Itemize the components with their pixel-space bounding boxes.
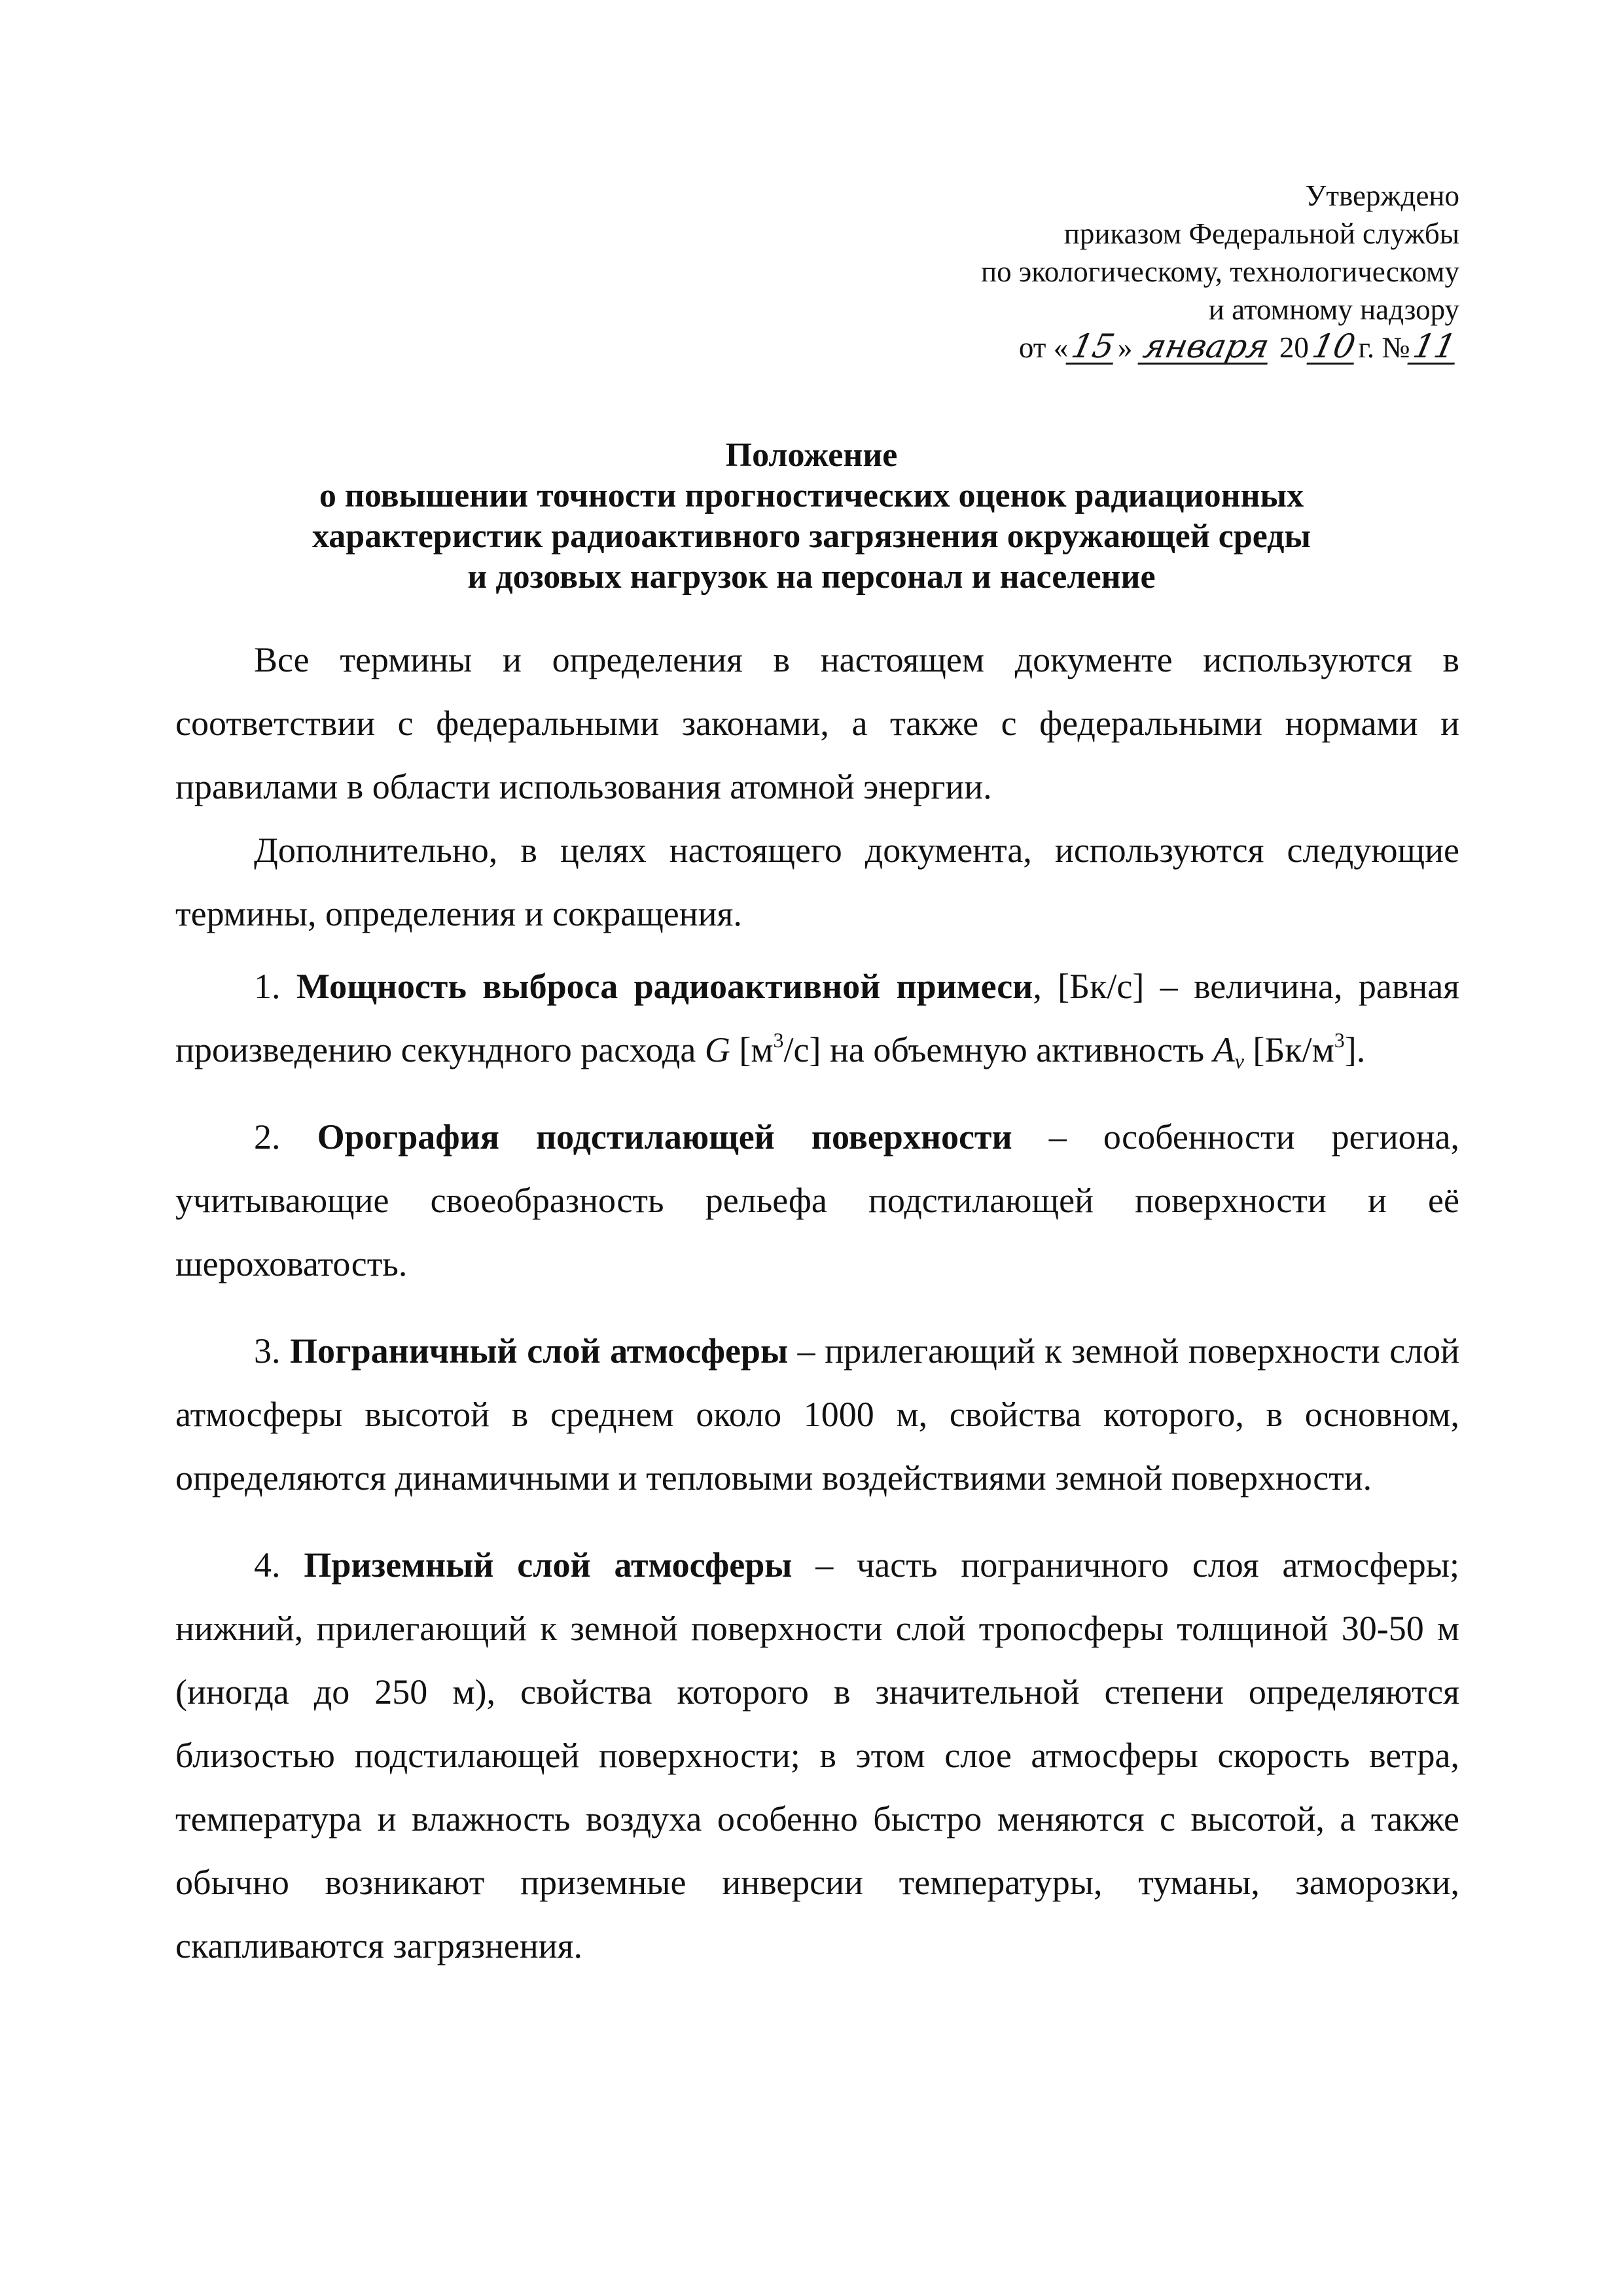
approval-line-4: и атомному надзору: [1208, 293, 1459, 326]
term-item-4: [175, 1534, 1459, 1978]
term-text: – часть пограничного слоя атмосферы; нижний, прилегающий к земной поверхности слой тропосферы толщиной 30-50 м (иногда до 250 м), свойства которого в значительной степени определяются близостью подстилающей поверхности; в этом слое атмосферы скорость ветра, температура и влажность воздуха особенно быстро меняются с высотой, а также обычно возникают приземные инверсии температуры, туманы, заморозки, скапливаются загрязнения.: [175, 1545, 1459, 1965]
approval-line-1: Утверждено: [1305, 179, 1459, 212]
term-item-1: [175, 955, 1459, 1082]
superscript-2: 3: [1334, 1028, 1345, 1052]
term-text-end: ].: [1344, 1030, 1366, 1069]
title-line-4: и дозовых нагрузок на персонал и население: [467, 558, 1156, 596]
handwritten-number: 11: [1408, 330, 1462, 365]
date-mid: »: [1117, 331, 1133, 364]
title-line-1: Положение: [725, 437, 898, 474]
term-number: 3.: [254, 1331, 281, 1371]
term-title: Мощность выброса радиоактивной примеси: [296, 967, 1033, 1006]
approval-date-line: [981, 329, 1459, 367]
superscript: 3: [773, 1028, 784, 1052]
term-text-unit: [м: [730, 1030, 774, 1069]
approval-line-3: по экологическому, технологическому: [981, 255, 1459, 288]
intro-paragraph-1: Все термины и определения в настоящем документе используются в соответствии с федеральными законами, а также с федеральными нормами и правилами в области использования атомной энергии.: [175, 640, 1459, 806]
title-line-3: характеристик радиоактивного загрязнения окружающей среды: [312, 518, 1311, 555]
term-text: , [Бк/с] – величина, равная произведению секундного расхода: [175, 967, 1460, 1069]
approval-line-2: приказом Федеральной службы: [1063, 217, 1459, 250]
term-number: 2.: [254, 1117, 281, 1157]
handwritten-month: января: [1137, 330, 1274, 365]
year-end: г. №: [1358, 331, 1410, 364]
term-item-3: [175, 1319, 1459, 1510]
term-number: 1.: [254, 967, 281, 1006]
title-line-2: о повышении точности прогностических оценок радиационных: [319, 477, 1304, 514]
intro-paragraph-2: Дополнительно, в целях настоящего документа, используются следующие термины, определения и сокращения.: [175, 831, 1459, 933]
handwritten-day: 15: [1066, 330, 1120, 365]
approval-stamp: [981, 177, 1459, 367]
term-title: Пограничный слой атмосферы: [290, 1331, 789, 1371]
term-text-cont: /с] на объемную активность: [783, 1030, 1213, 1069]
term-number: 4.: [254, 1545, 281, 1585]
year-prefix: 20: [1279, 331, 1309, 364]
term-title: Приземный слой атмосферы: [304, 1545, 793, 1585]
document-title: [170, 435, 1453, 598]
handwritten-year: 10: [1306, 330, 1361, 365]
term-text-unit-2: [Бк/м: [1243, 1030, 1334, 1069]
variable-g: G: [704, 1030, 730, 1069]
term-item-2: [175, 1105, 1459, 1296]
subscript: v: [1234, 1049, 1244, 1073]
variable-a: A: [1213, 1030, 1235, 1069]
document-body: [175, 628, 1459, 1978]
date-prefix: от «: [1018, 331, 1069, 364]
term-text: – прилегающий к земной поверхности слой атмосферы высотой в среднем около 1000 м, свойства которого, в основном, определяются динамичными и тепловыми воздействиями земной поверхности.: [175, 1331, 1460, 1498]
term-text: – особенности региона, учитывающие своеобразность рельефа подстилающей поверхности и её шероховатость.: [175, 1117, 1460, 1283]
term-title: Орография подстилающей поверхности: [317, 1117, 1012, 1157]
